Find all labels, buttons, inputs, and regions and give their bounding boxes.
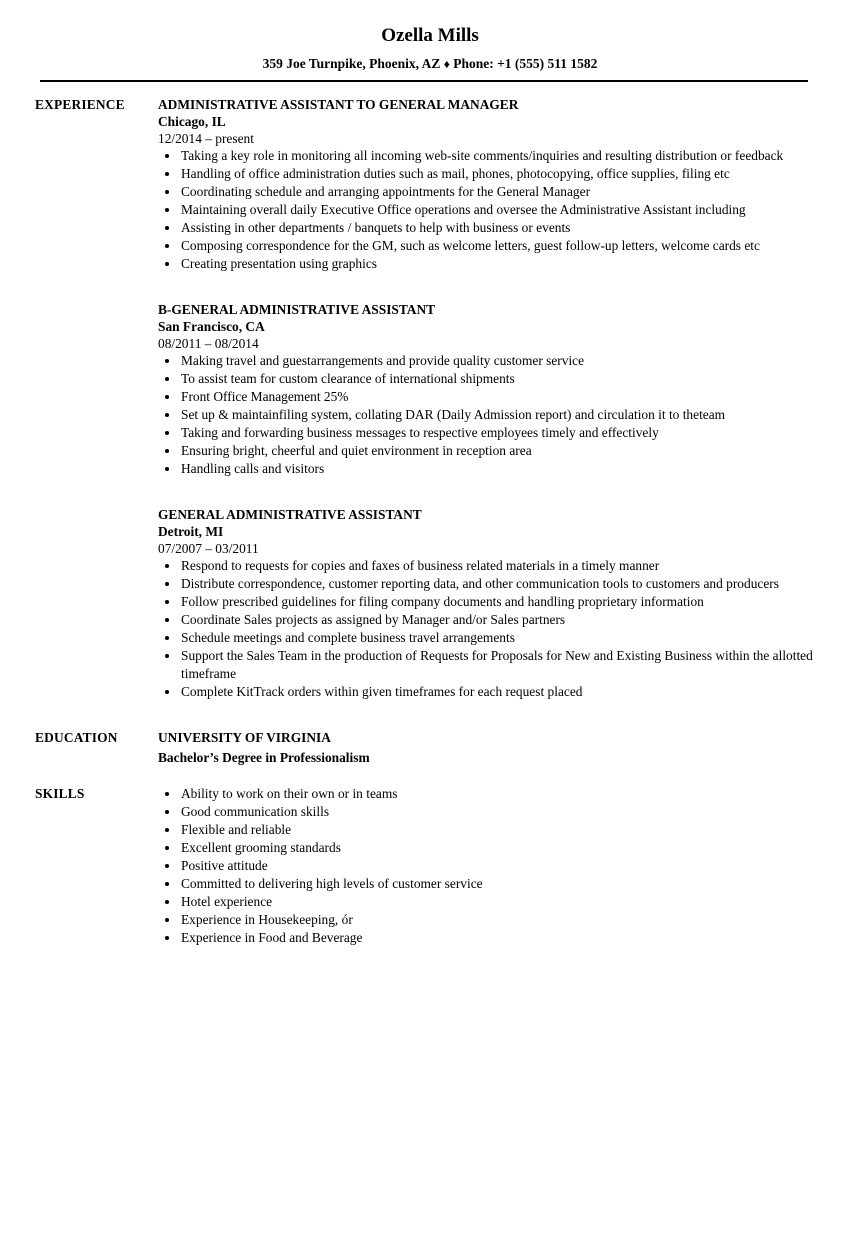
skills-list: [158, 785, 813, 947]
skill-item: • Ability to work on their own or in teams: [180, 785, 813, 803]
school-name: UNIVERSITY OF VIRGINIA: [158, 730, 331, 745]
job-bullet-item: • Coordinate Sales projects as assigned by Manager and/or Sales partners: [180, 611, 813, 629]
contact-line: [0, 55, 860, 73]
job-dates: 07/2007 – 03/2011: [158, 541, 259, 556]
job-bullet-list: [158, 147, 813, 273]
job-bullet-item: • Distribute correspondence, customer reporting data, and other communication tools to customers and producers: [180, 575, 813, 593]
job-dates: 12/2014 – present: [158, 131, 254, 146]
section-label-experience: EXPERIENCE: [35, 97, 125, 112]
skill-item: • Committed to delivering high levels of customer service: [180, 875, 813, 893]
education-content: [158, 729, 813, 767]
experience-content: [158, 96, 813, 701]
job-bullet-item: • Ensuring bright, cheerful and quiet environment in reception area: [180, 442, 813, 460]
job-bullet-item: • Making travel and guestarrangements and provide quality customer service: [180, 352, 813, 370]
job-bullet-item: • Handling calls and visitors: [180, 460, 813, 478]
diamond-separator-icon: ♦: [443, 57, 450, 71]
job-bullet-item: • Maintaining overall daily Executive Office operations and oversee the Administrative Assistant including: [180, 201, 813, 219]
experience-section: [0, 96, 860, 701]
job-location: Detroit, MI: [158, 524, 224, 539]
education-section: [0, 729, 860, 767]
skill-item: • Hotel experience: [180, 893, 813, 911]
job-entry-1: [158, 96, 813, 273]
job-title: GENERAL ADMINISTRATIVE ASSISTANT: [158, 507, 422, 522]
section-label-skills: SKILLS: [35, 786, 85, 801]
job-bullet-item: • To assist team for custom clearance of international shipments: [180, 370, 813, 388]
job-bullet-item: • Follow prescribed guidelines for filing company documents and handling proprietary information: [180, 593, 813, 611]
job-bullet-item: • Composing correspondence for the GM, such as welcome letters, guest follow-up letters, welcome cards etc: [180, 237, 813, 255]
job-bullet-item: • Complete KitTrack orders within given timeframes for each request placed: [180, 683, 813, 701]
job-dates: 08/2011 – 08/2014: [158, 336, 259, 351]
job-entry-3: [158, 506, 813, 701]
skill-item: • Flexible and reliable: [180, 821, 813, 839]
skills-content: [158, 785, 813, 947]
job-location: San Francisco, CA: [158, 319, 265, 334]
skill-item: • Good communication skills: [180, 803, 813, 821]
job-title: B-GENERAL ADMINISTRATIVE ASSISTANT: [158, 302, 436, 317]
skill-item: • Excellent grooming standards: [180, 839, 813, 857]
header-divider: [40, 80, 808, 82]
job-entry-2: [158, 301, 813, 478]
job-bullet-item: • Schedule meetings and complete business travel arrangements: [180, 629, 813, 647]
resume-header: [0, 0, 860, 73]
skill-item: • Experience in Food and Beverage: [180, 929, 813, 947]
job-bullet-list: [158, 557, 813, 701]
job-bullet-item: • Set up & maintainfiling system, collating DAR (Daily Admission report) and circulation it to theteam: [180, 406, 813, 424]
skills-section: [0, 785, 860, 947]
job-bullet-item: • Front Office Management 25%: [180, 388, 813, 406]
job-bullet-item: • Handling of office administration duties such as mail, phones, photocopying, office supplies, filing etc: [180, 165, 813, 183]
section-label-education: EDUCATION: [35, 730, 118, 745]
job-location: Chicago, IL: [158, 114, 226, 129]
job-bullet-item: • Respond to requests for copies and faxes of business related materials in a timely manner: [180, 557, 813, 575]
job-bullet-list: [158, 352, 813, 478]
job-bullet-item: • Support the Sales Team in the production of Requests for Proposals for New and Existing Business within the allotted timeframe: [180, 647, 813, 683]
degree-name: Bachelor’s Degree in Professionalism: [158, 750, 370, 765]
phone-text: Phone: +1 (555) 511 1582: [453, 56, 598, 71]
job-bullet-item: • Coordinating schedule and arranging appointments for the General Manager: [180, 183, 813, 201]
skill-item: • Positive attitude: [180, 857, 813, 875]
job-bullet-item: • Taking and forwarding business messages to respective employees timely and effectively: [180, 424, 813, 442]
skill-item: • Experience in Housekeeping, ór: [180, 911, 813, 929]
job-bullet-item: • Creating presentation using graphics: [180, 255, 813, 273]
address-text: 359 Joe Turnpike, Phoenix, AZ: [262, 56, 441, 71]
person-name: Ozella Mills: [381, 25, 479, 46]
job-bullet-item: • Assisting in other departments / banquets to help with business or events: [180, 219, 813, 237]
job-bullet-item: • Taking a key role in monitoring all incoming web-site comments/inquiries and resulting distribution or feedback: [180, 147, 813, 165]
job-title: ADMINISTRATIVE ASSISTANT TO GENERAL MANAGER: [158, 97, 519, 112]
